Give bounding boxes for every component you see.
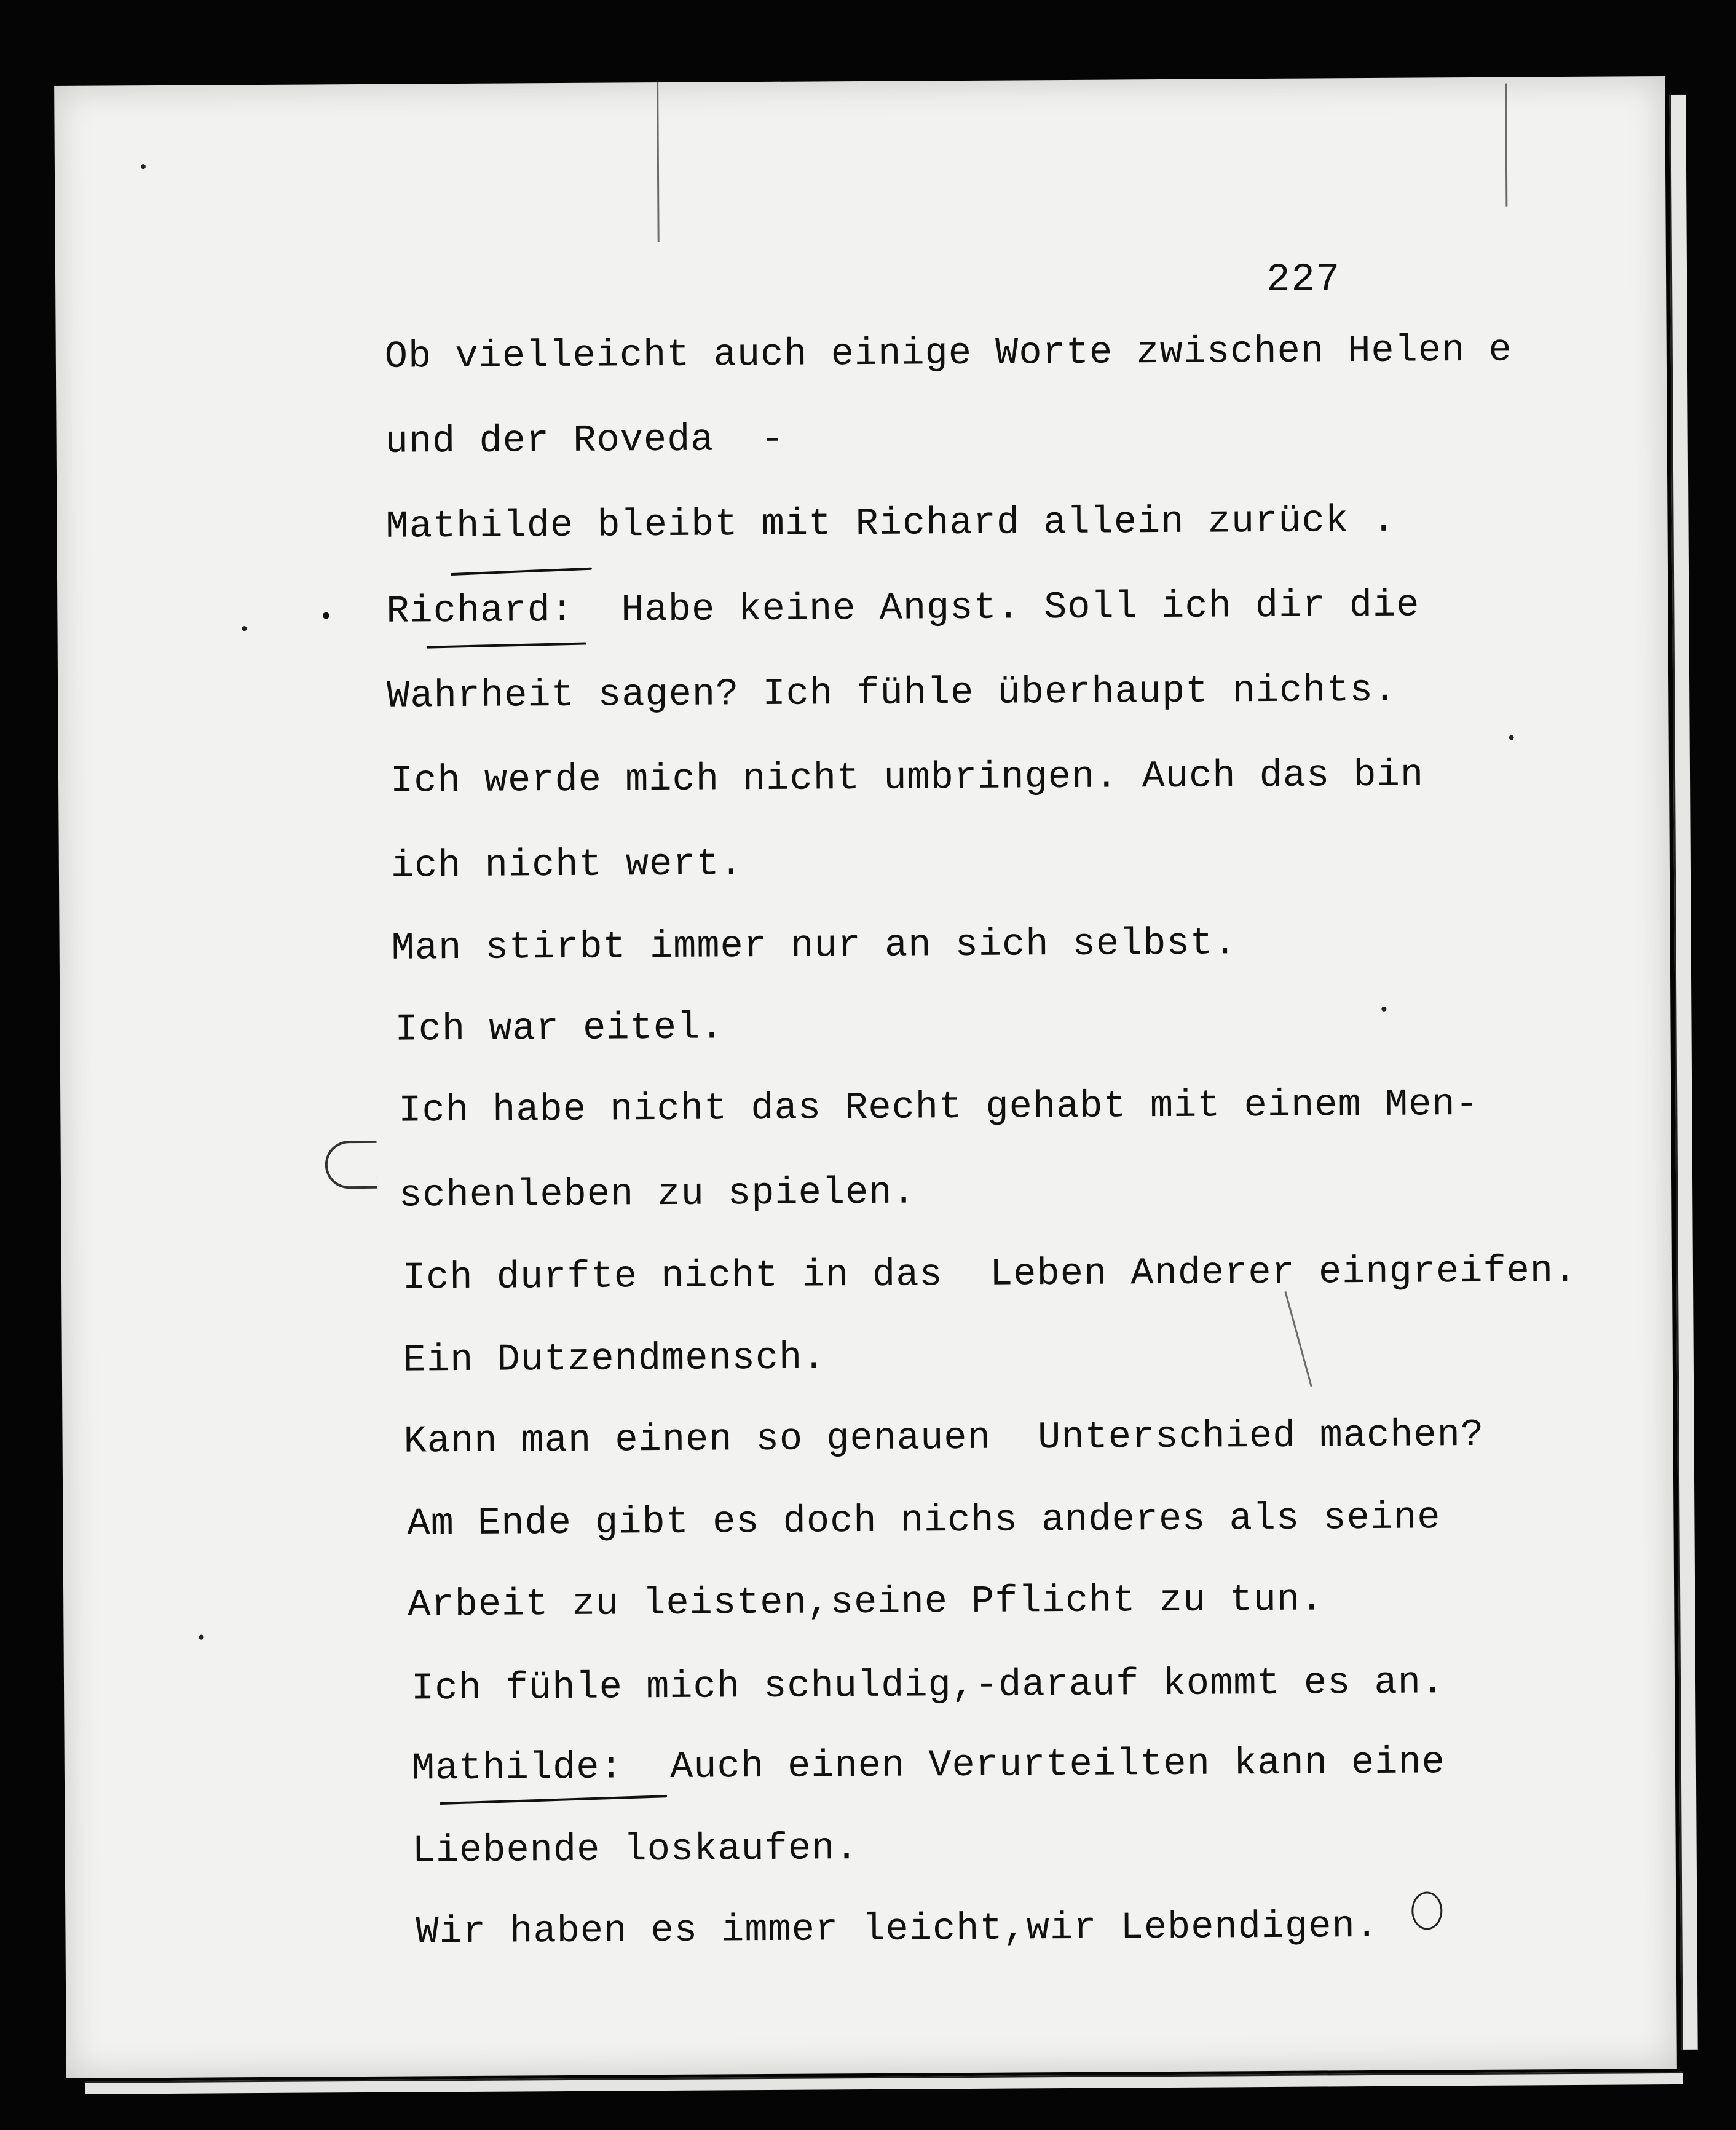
ink-speck: [242, 626, 247, 631]
text-line-8: Man stirbt immer nur an sich selbst.: [391, 921, 1237, 970]
text-line-6: Ich werde mich nicht umbringen. Auch das bin: [390, 753, 1424, 803]
text-line-3: Mathilde bleibt mit Richard allein zurück .: [385, 498, 1396, 548]
ink-speck: [199, 1635, 204, 1640]
text-line-5: Wahrheit sagen? Ich fühle überhaupt nichts.: [386, 668, 1397, 718]
typewritten-page: [54, 76, 1677, 2078]
text-line-9: Ich war eitel.: [395, 1005, 724, 1051]
speaker-underline-richard: [427, 642, 586, 648]
text-line-1: Ob vielleicht auch einige Worte zwischen Helen e: [384, 328, 1512, 379]
text-line-12: Ich durfte nicht in das Leben Anderer eingreifen.: [402, 1248, 1577, 1300]
speaker-underline-mathilde-stage: [451, 568, 592, 576]
text-line-17: Ich fühle mich schuldig,-darauf kommt es an.: [411, 1660, 1445, 1711]
margin-bullet-mark: •: [322, 602, 331, 630]
text-line-20: Wir haben es immer leicht,wir Lebendigen.: [416, 1904, 1379, 1954]
page-edge-right: [1669, 95, 1697, 2050]
text-line-19: Liebende loskaufen.: [412, 1826, 859, 1873]
text-line-15: Am Ende gibt es doch nichs anderes als seine: [407, 1495, 1441, 1546]
scratch-line: [657, 82, 660, 242]
ink-speck: [141, 164, 146, 169]
pen-circle-mark: [1411, 1891, 1442, 1930]
text-line-16: Arbeit zu leisten,seine Pflicht zu tun.: [408, 1577, 1324, 1627]
text-line-11: schenleben zu spielen.: [398, 1170, 916, 1217]
page-edge-bottom: [85, 2072, 1683, 2094]
page-number: 227: [1266, 258, 1341, 303]
text-line-2: und der Roveda -: [385, 417, 785, 464]
text-line-10: Ich habe nicht das Recht gehabt mit einem Men-: [398, 1082, 1479, 1133]
scratch-line: [1505, 84, 1507, 207]
margin-bracket-mark: [325, 1141, 377, 1189]
text-line-18: Mathilde: Auch einen Verurteilten kann eine: [411, 1740, 1446, 1791]
scratch-line: [1284, 1291, 1312, 1387]
ink-speck: [1381, 1007, 1386, 1012]
text-line-13: Ein Dutzendmensch.: [403, 1336, 826, 1382]
ink-speck: [1509, 735, 1514, 740]
text-line-14: Kann man einen so genauen Unterschied machen?: [403, 1412, 1485, 1463]
speaker-underline-mathilde: [440, 1795, 667, 1805]
text-line-7: ich nicht wert.: [390, 842, 744, 888]
text-line-4: Richard: Habe keine Angst. Soll ich dir die: [386, 583, 1420, 633]
